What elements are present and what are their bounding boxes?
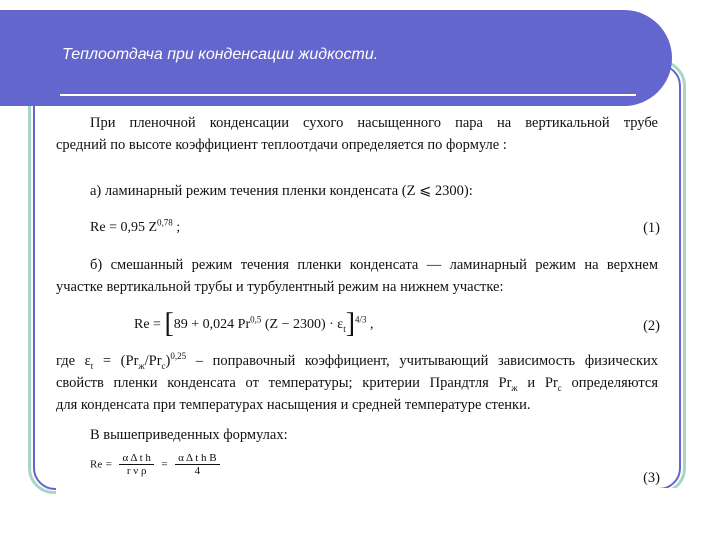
equation-2: [134, 308, 374, 340]
formulas-intro: В вышеприведенных формулах:: [90, 427, 288, 443]
eq2-body-a: 89 + 0,024 Pr: [173, 317, 251, 332]
where-line-3: для конденсата при температурах насыщения и средней температуре стенки.: [56, 397, 531, 413]
eq1-equals: =: [109, 220, 117, 235]
eq3-numerator-2: α Δ t h B: [178, 452, 217, 464]
where-line-1: где $\varepsilon_t = (Pr_ж/Pr_с)^{0,25}$ – поправочный коэффициент, учитывающий зависимость физических: [56, 351, 658, 371]
slide-title: Теплоотдача при конденсации жидкости.: [62, 46, 379, 63]
eq3-fraction-2: [175, 452, 220, 477]
eq2-close-bracket: ]: [345, 308, 356, 339]
eq1-exponent: 0,78: [157, 217, 173, 228]
eq3-equals-1: =: [105, 458, 112, 471]
eq2-tail: ,: [370, 317, 374, 332]
intro-line-2: средний по высоте коэффициент теплоотдачи определяется по формуле :: [56, 137, 507, 153]
equation-3: [90, 452, 224, 477]
eq2-sub-b: t: [343, 323, 346, 334]
document-scan: [56, 108, 660, 494]
eq3-numerator-1: α Δ t h: [122, 452, 151, 464]
eq2-outer-exp: 4/3: [355, 314, 367, 325]
eq1-tail: ;: [176, 220, 181, 235]
equation-3-number: (3): [643, 470, 660, 486]
where-line-2: свойств пленки конденсата от температуры; критерии Прандтля $Pr_ж$ и $Pr_c$ определяются: [56, 375, 659, 393]
equation-1: [90, 217, 181, 236]
eq3-fraction-1: [119, 452, 153, 477]
case-b-line-1: б) смешанный режим течения пленки конденсата — ламинарный режим на верхнем: [90, 257, 658, 273]
title-underline: [60, 94, 636, 96]
eq3-denominator-1: r ν ρ: [119, 464, 153, 477]
frame-bottom-gap: [246, 488, 686, 500]
equation-1-number: (1): [643, 220, 660, 236]
eq3-lhs: Re: [90, 458, 103, 471]
eq3-denominator-2: 4: [175, 464, 220, 477]
case-a-heading: а) ламинарный режим течения пленки конденсата (Z ⩽ 2300):: [90, 183, 473, 199]
eq2-lhs: Re =: [134, 317, 161, 332]
equation-2-number: (2): [643, 318, 660, 334]
intro-line-1: При пленочной конденсации сухого насыщенного пара на вертикальной трубе: [90, 115, 658, 131]
eq1-coef: 0,95: [120, 220, 145, 235]
eq3-equals-2: =: [161, 458, 168, 471]
eq1-var: Z: [148, 220, 158, 235]
eq2-open-bracket: [: [164, 308, 174, 339]
case-b-line-2: участке вертикальной трубы и турбулентный режим на нижнем участке:: [56, 279, 504, 295]
eq2-exp-a: 0,5: [250, 314, 262, 325]
eq2-body-b: (Z − 2300) · ε: [264, 317, 344, 332]
eq1-lhs: Re: [90, 220, 106, 235]
